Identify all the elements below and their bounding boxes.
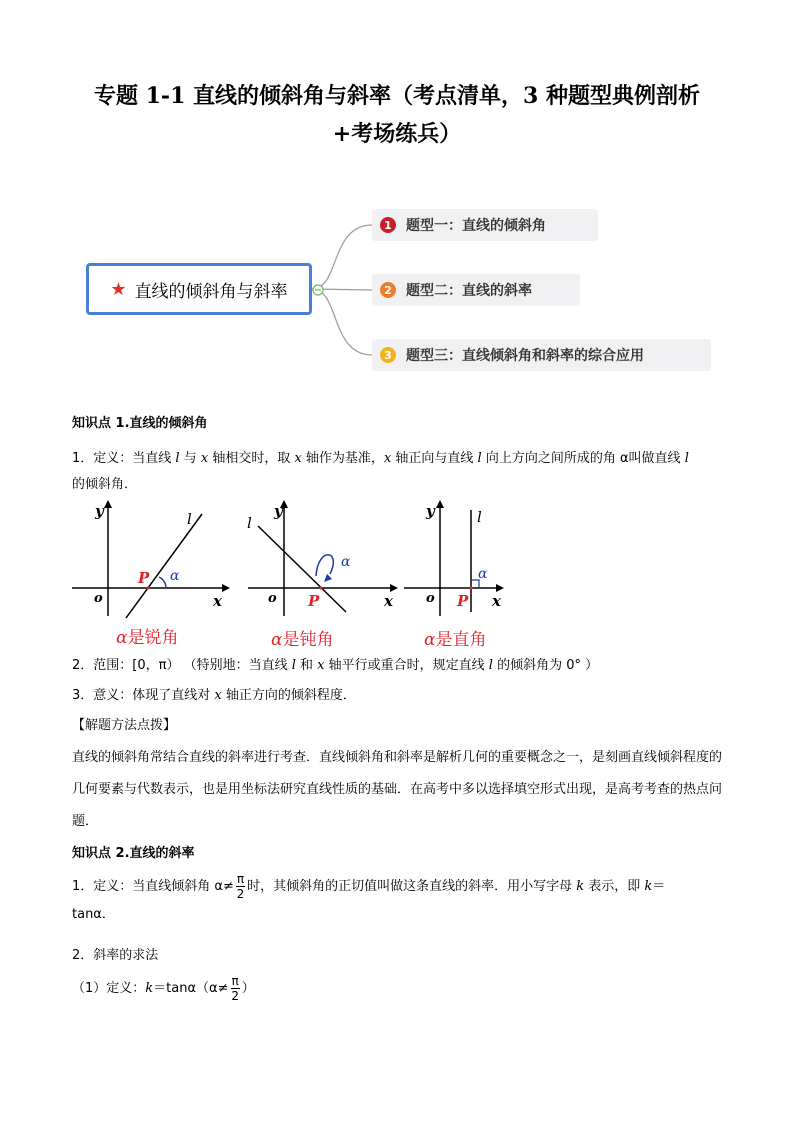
origin-label: o (94, 591, 103, 606)
svg-text:l: l (477, 508, 482, 526)
caption-obtuse: α是钝角 (271, 630, 334, 650)
kp1-meaning: 3．意义：体现了直线对 x 轴正方向的倾斜程度． (72, 688, 356, 703)
page-title-line1: 专题 1-1 直线的倾斜角与斜率（考点清单，3 种题型典例剖析 (93, 83, 701, 109)
kp1-heading: 知识点 1.直线的倾斜角 (72, 416, 208, 431)
kp2-method-title: 2．斜率的求法 (72, 948, 159, 963)
method-body: 直线的倾斜角常结合直线的斜率进行考查．直线倾斜角和斜率是解析几何的重要概念之一，是刻画直线倾斜程度的几何要素与代数表示，也是用坐标法研究直线性质的基础．在高考中多以选择填空形式出现，是高考考查的热点问题． (72, 750, 723, 829)
fraction-pi-over-2: $\frac{\pi}{2}$ (236, 872, 245, 901)
mind-map-branch-3 (372, 339, 711, 371)
number-1-badge-icon: 1 (380, 217, 396, 233)
svg-text:o: o (268, 591, 277, 606)
x-axis-label: x (213, 592, 222, 610)
mind-map (0, 195, 794, 385)
svg-text:α: α (478, 566, 488, 582)
svg-text:l: l (247, 514, 252, 532)
kp2-heading: 知识点 2.直线的斜率 (72, 846, 195, 861)
branch-label: 题型二：直线的斜率 (406, 283, 532, 299)
fraction-pi-over-2: $\frac{\pi}{2}$ (231, 974, 239, 1003)
page-title-line2: +考场练兵） (332, 121, 462, 147)
angle-label: α (170, 568, 180, 584)
svg-text:y: y (426, 502, 435, 520)
mind-map-center-label: 直线的倾斜角与斜率 (134, 281, 288, 302)
caption-right: α是直角 (424, 630, 487, 650)
svg-text:α: α (341, 554, 351, 570)
number-3-badge-icon: 3 (380, 347, 396, 363)
graph-obtuse-angle (244, 496, 404, 625)
mind-map-branch-2 (372, 274, 580, 306)
svg-text:P: P (457, 592, 469, 610)
y-axis-label: y (95, 502, 104, 520)
point-label: P (138, 569, 150, 587)
svg-text:o: o (426, 591, 435, 606)
mind-map-center (86, 263, 312, 315)
branch-label: 题型三：直线倾斜角和斜率的综合应用 (406, 348, 644, 364)
kp2-method1: （1）定义：k＝tanα（α≠ $\frac{\pi}{2}$ ） (72, 974, 255, 1003)
line-label: l (187, 510, 192, 528)
star-icon: ★ (110, 278, 127, 300)
svg-text:P: P (308, 592, 320, 610)
kp1-range: 2．范围：[0，π） （特别地：当直线 l 和 x 轴平行或重合时，规定直线 l 的倾斜角为 0° ） (72, 658, 599, 673)
svg-text:x: x (492, 592, 501, 610)
method-heading: 【解题方法点拨】 (72, 718, 177, 733)
kp1-definition: 1．定义：当直线 l 与 x 轴相交时，取 x 轴作为基准，x 轴正向与直线 l 向上方向之间所成的角 α叫做直线 l 的倾斜角． (72, 451, 689, 492)
svg-text:x: x (384, 592, 393, 610)
number-2-badge-icon: 2 (380, 282, 396, 298)
kp2-definition: 1．定义：当直线倾斜角 α≠ $\frac{\pi}{2}$ 时，其倾斜角的正切值叫做这条直线的斜率．用小写字母 k 表示，即 k＝ tanα． (72, 872, 666, 922)
branch-label: 题型一：直线的倾斜角 (406, 218, 546, 234)
graph-right-angle (402, 496, 512, 625)
caption-acute: α是锐角 (116, 628, 179, 648)
graph-acute-angle (70, 496, 230, 625)
mind-map-branch-1 (372, 209, 598, 241)
svg-text:y: y (274, 502, 283, 520)
